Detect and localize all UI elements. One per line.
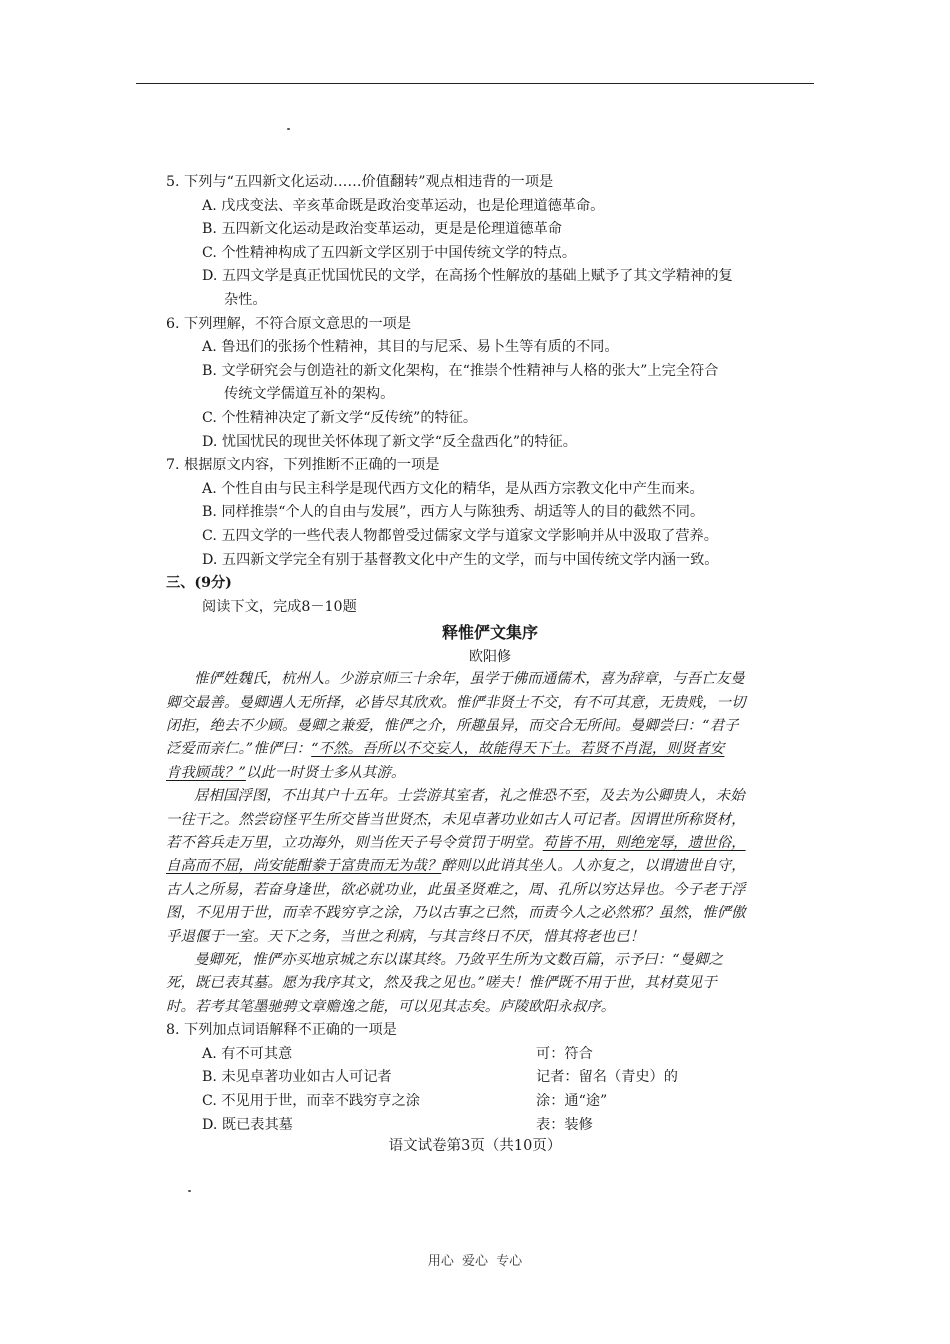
passage-text: 卿交最善。曼卿遇人无所择，必皆尽其欣欢。惟俨非贤士不交，有不可其意，无贵贱，一切 <box>166 694 746 711</box>
scan-speck <box>287 128 290 130</box>
passage-author: 欧阳修 <box>469 649 511 666</box>
passage-line <box>166 902 806 925</box>
passage-text: 居相国浮图，不出其户十五年。士尝游其室者，礼之惟恐不至，及去为公卿贵人，未始 <box>194 788 745 805</box>
q7-option-c: C. 五四文学的一些代表人物都曾受过儒家文学与道家文学影响并从中汲取了营养。 <box>202 527 718 544</box>
underlined-sentence: “不然。吾所以不交妄人，故能得天下士。若贤不肖混，则贤者安 <box>311 741 725 758</box>
q6-option-b-cont: 传统文学儒道互补的架构。 <box>224 386 395 403</box>
q5-option-b: B. 五四新文化运动是政治变革运动，更是是伦理道德革命 <box>202 221 562 238</box>
underlined-sentence: 自高而不屈，尚安能酣豢于富贵而无为哉？ <box>166 858 442 875</box>
passage-text: 若不笞兵走万里，立功海外，则当佐天子号令赏罚于明堂。 <box>166 835 543 852</box>
passage-text: 曼卿死，惟俨亦买地京城之东以谋其终。乃敛平生所为文数百篇，示予曰：“曼卿之 <box>194 951 724 968</box>
passage-line <box>166 879 806 902</box>
reading-instruction: 阅读下文，完成8－10题 <box>202 598 357 615</box>
passage-line <box>166 996 806 1019</box>
q6-option-a: A. 鲁迅们的张扬个性精神，其目的与尼采、易卜生等有质的不同。 <box>202 339 619 356</box>
passage-line <box>166 949 806 972</box>
q5-stem: 5. 下列与“五四新文化运动……价值翻转”观点相违背的一项是 <box>166 174 554 190</box>
passage-text: 乎退偃于一室。天下之务，当世之利病，与其言终日不厌，惜其将老也已！ <box>166 928 645 945</box>
passage-text: 时。若考其笔墨驰骋文章赡逸之能，可以见其志矣。庐陵欧阳永叔序。 <box>166 998 616 1015</box>
passage-line <box>166 738 806 761</box>
passage-text: 泛爱而亲仁。”惟俨曰： <box>166 741 312 758</box>
q8-option-text: D. 既已表其墓 <box>202 1116 293 1133</box>
passage-line <box>166 855 806 878</box>
q8-option-gloss: 可：符合 <box>536 1045 593 1062</box>
q7-option-d: D. 五四新文学完全有别于基督教文化中产生的文学，而与中国传统文学内涵一致。 <box>202 551 719 568</box>
footer-watermark: 用心 爱心 专心 <box>427 1254 523 1269</box>
q6-option-b: B. 文学研究会与创造社的新文化架构，在“推崇个性精神与人格的张大”上完全符合 <box>202 362 719 379</box>
passage-line <box>166 785 806 808</box>
q8-option-text: B. 未见卓著功业如古人可记者 <box>202 1069 392 1086</box>
passage-title: 释惟俨文集序 <box>441 623 538 643</box>
passage-text: 古人之所易，若奋身逢世，欲必就功业，此虽圣贤难之，周、孔所以穷达异也。今子老于浮 <box>166 881 746 898</box>
q8-option-gloss: 记者：留名（青史）的 <box>536 1069 678 1086</box>
passage-text: 闭拒，绝去不少顾。曼卿之兼爱，惟俨之介，所趣虽异，而交合无所间。曼卿尝曰：“君子 <box>166 718 739 735</box>
passage-body <box>166 668 806 1019</box>
q5-option-d: D. 五四文学是真正忧国忧民的文学，在高扬个性解放的基础上赋予了其文学精神的复 <box>202 268 733 285</box>
passage-line <box>166 668 806 691</box>
passage-line <box>166 715 806 738</box>
passage-text: 一往干之。然尝窃怪平生所交皆当世贤杰，未见卓著功业如古人可记者。因谓世所称贤材， <box>166 811 746 828</box>
exam-content <box>166 171 814 1137</box>
q8-stem: 8. 下列加点词语解释不正确的一项是 <box>166 1022 397 1039</box>
section-heading: 三、(9分) <box>166 575 232 592</box>
scan-speck <box>188 1190 191 1192</box>
passage-line <box>166 762 806 785</box>
top-rule <box>136 83 814 84</box>
page-footer: 语文试卷第3页（共10页） <box>388 1138 562 1154</box>
q8-option-a <box>166 1043 814 1067</box>
q5-option-d-cont: 杂性。 <box>224 291 267 308</box>
q6-stem: 6. 下列理解，不符合原文意思的一项是 <box>166 315 412 332</box>
underlined-sentence: 苟皆不用，则绝宠辱，遗世俗， <box>542 835 746 852</box>
q5-option-c: C. 个性精神构成了五四新文学区别于中国传统文学的特点。 <box>202 244 577 261</box>
passage-line <box>166 972 806 995</box>
q8-option-gloss: 涂：通“途” <box>536 1092 608 1109</box>
passage-text: 惟俨姓魏氏，杭州人。少游京师三十余年，虽学于佛而通儒术，喜为辞章，与吾亡友曼 <box>194 671 745 688</box>
passage-text: 图，不见用于世，而幸不践穷亨之涂，乃以古事之已然，而责今人之必然邪？虽然，惟俨傲 <box>166 905 746 922</box>
q8-option-b <box>166 1066 814 1090</box>
q8-option-text: A. 有不可其意 <box>202 1045 293 1062</box>
q7-option-a: A. 个性自由与民主科学是现代西方文化的精华，是从西方宗教文化中产生而来。 <box>202 480 704 497</box>
q8-option-text: C. 不见用于世，而幸不践穷亨之涂 <box>202 1092 420 1109</box>
q6-option-c: C. 个性精神决定了新文学“反传统”的特征。 <box>202 409 478 426</box>
passage-text: 以此一时贤士多从其游。 <box>245 764 406 781</box>
passage-line <box>166 809 806 832</box>
q6-option-d: D. 忧国忧民的现世关怀体现了新文学“反全盘西化”的特征。 <box>202 433 577 450</box>
q5-option-a: A. 戊戌变法、辛亥革命既是政治变革运动，也是伦理道德革命。 <box>202 197 605 214</box>
passage-text: 醉则以此诮其坐人。人亦复之，以谓遗世自守， <box>441 858 746 875</box>
q8-option-c <box>166 1090 814 1114</box>
q7-stem: 7. 根据原文内容，下列推断不正确的一项是 <box>166 457 440 474</box>
q8-option-gloss: 表：装修 <box>536 1116 593 1133</box>
passage-text: 死，既已表其墓。愿为我序其文，然及我之见也。”嗟夫！惟俨既不用于世，其材莫见于 <box>166 975 717 992</box>
passage-line <box>166 832 806 855</box>
passage-line <box>166 926 806 949</box>
underlined-sentence: 肯我顾哉？” <box>166 764 246 781</box>
passage-line <box>166 692 806 715</box>
q7-option-b: B. 同样推崇“个人的自由与发展”，西方人与陈独秀、胡适等人的目的截然不同。 <box>202 504 705 521</box>
